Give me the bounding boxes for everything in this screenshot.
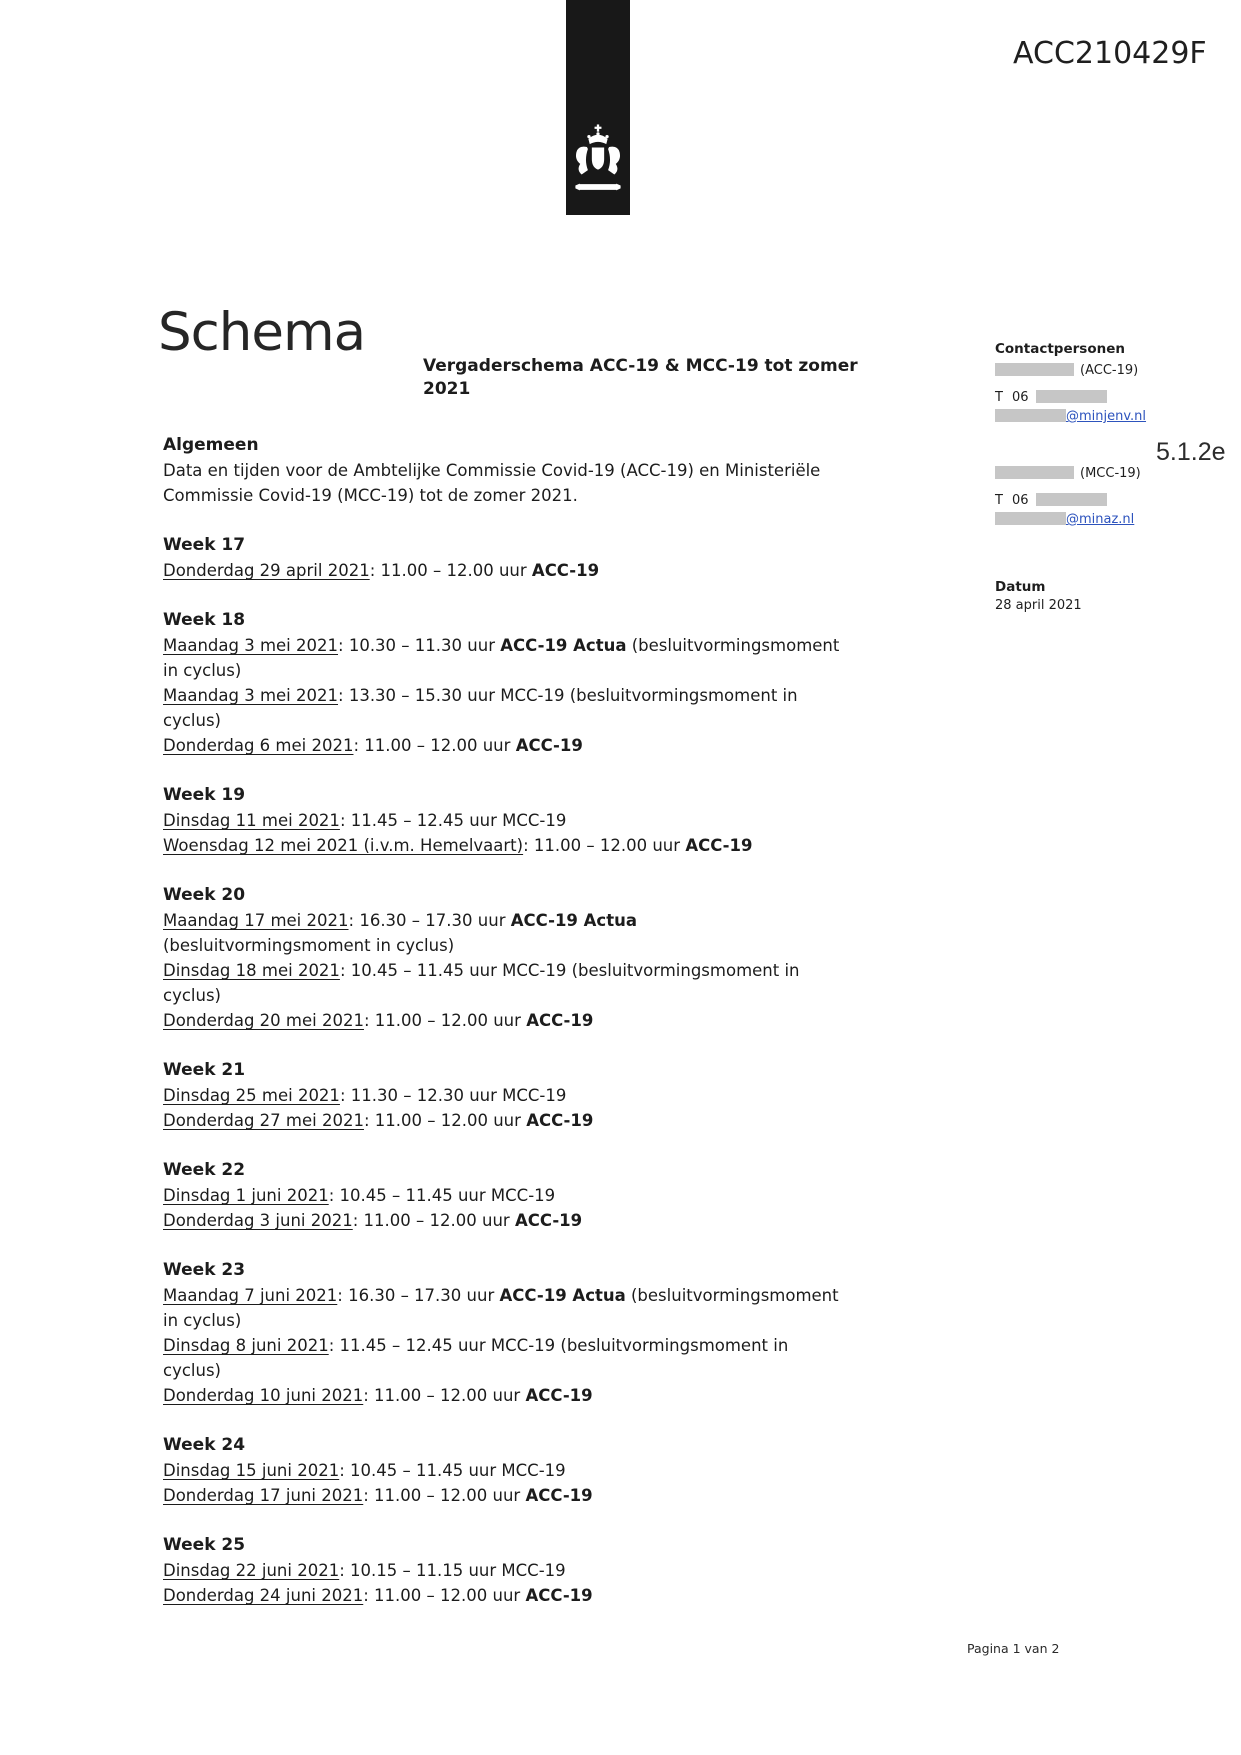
contact-acc19-email-row [995,409,1235,424]
event-date: Dinsdag 25 mei 2021 [163,1086,340,1105]
event-date: Dinsdag 1 juni 2021 [163,1186,329,1205]
week-section [163,1258,883,1408]
event-text: : 16.30 – 17.30 uur [348,911,511,930]
committee-name: ACC-19 Actua [510,911,637,930]
phone-prefix: T [995,390,1003,405]
week-heading: Week 25 [163,1535,246,1555]
event-text: : 11.00 – 12.00 uur [353,736,516,755]
event-text: : 11.00 – 12.00 uur [363,1586,526,1605]
contact-acc19-name-row [995,363,1235,378]
contactpersonen-heading: Contactpersonen [995,341,1125,357]
phone-code: 06 [1011,493,1029,508]
event-date: Donderdag 10 juni 2021 [163,1386,364,1405]
week-heading: Week 23 [163,1260,246,1280]
event-text: : 11.00 – 12.00 uur [363,1386,526,1405]
week-heading: Week 24 [163,1435,246,1455]
schedule-line [163,1283,883,1308]
event-date: Donderdag 3 juni 2021 [163,1211,353,1230]
event-text: in cyclus) [163,1311,242,1330]
event-date: Dinsdag 22 juni 2021 [163,1561,340,1580]
schedule-line [163,558,883,583]
event-text: (besluitvormingsmoment [626,636,840,655]
schedule-line [163,1183,883,1208]
page-title: Schema [158,302,366,363]
contact-mcc19-email-row [995,512,1235,527]
document-code: ACC210429F [1013,36,1207,71]
week-heading: Week 17 [163,535,246,555]
event-text: : 10.45 – 11.45 uur MCC-19 [328,1186,556,1205]
schedule-line [163,1458,883,1483]
event-text: cyclus) [163,1361,221,1380]
schedule-line [163,1308,883,1333]
event-date: Dinsdag 15 juni 2021 [163,1461,340,1480]
email-link-minjenv[interactable]: @minjenv.nl [1066,409,1147,424]
event-date: Donderdag 20 mei 2021 [163,1011,364,1030]
event-text: : 11.00 – 12.00 uur [363,1486,526,1505]
event-date: Dinsdag 8 juni 2021 [163,1336,329,1355]
contact-sidebar [995,342,1235,613]
algemeen-text-line1: Data en tijden voor de Ambtelijke Commissie Covid-19 (ACC-19) en Ministeriële [163,461,821,480]
schedule-line [163,958,883,983]
committee-name: ACC-19 [526,1011,594,1030]
week-heading: Week 20 [163,885,246,905]
event-date: Maandag 3 mei 2021 [163,686,339,705]
event-text: : 11.45 – 12.45 uur MCC-19 [339,811,567,830]
committee-name: ACC-19 [531,561,600,580]
schedule-line [163,1208,883,1233]
coat-of-arms-icon [573,123,623,199]
redacted-name [995,363,1074,376]
week-section [163,1058,883,1133]
committee-name: ACC-19 Actua [500,636,627,655]
event-text: : 13.30 – 15.30 uur MCC-19 (besluitvormingsmoment in [338,686,798,705]
event-date: Dinsdag 18 mei 2021 [163,961,340,980]
event-text: cyclus) [163,986,221,1005]
contact-acc19-phone-row [995,390,1235,405]
week-heading: Week 18 [163,610,246,630]
committee-name: ACC-19 [515,736,583,755]
schedule-line [163,633,883,658]
datum-value: 28 april 2021 [995,598,1082,613]
schedule-line [163,1008,883,1033]
event-date: Woensdag 12 mei 2021 (i.v.m. Hemelvaart) [163,836,524,855]
page-subtitle [423,355,858,401]
event-text: : 11.30 – 12.30 uur MCC-19 [339,1086,567,1105]
schedule-line [163,833,883,858]
contact-mcc19-phone-row [995,493,1235,508]
disclosure-ground-stamp: 5.1.2e [1156,438,1226,466]
week-section [163,1433,883,1508]
week-section [163,1158,883,1233]
event-text: : 11.00 – 12.00 uur [363,1111,527,1130]
redacted-email-local [995,512,1066,525]
event-text: (besluitvormingsmoment in cyclus) [163,936,455,955]
contact-org-label: (ACC-19) [1080,363,1139,378]
datum-label: Datum [995,579,1046,595]
schedule-line [163,1358,883,1383]
schedule-line [163,1583,883,1608]
schedule-line [163,1558,883,1583]
event-text: : 11.45 – 12.45 uur MCC-19 (besluitvormingsmoment in [328,1336,789,1355]
week-section [163,783,883,858]
event-text: : 11.00 – 12.00 uur [523,836,686,855]
committee-name: ACC-19 [685,836,753,855]
committee-name: ACC-19 [525,1386,593,1405]
event-text: : 11.00 – 12.00 uur [352,1211,515,1230]
redacted-name [995,466,1074,479]
schedule-line [163,983,883,1008]
event-date: Maandag 17 mei 2021 [163,911,349,930]
event-text: : 10.30 – 11.30 uur [338,636,501,655]
redacted-phone [1036,390,1107,403]
event-text: cyclus) [163,711,221,730]
event-date: Donderdag 27 mei 2021 [163,1111,364,1130]
contact-org-label: (MCC-19) [1080,466,1141,481]
weeks-container [163,533,883,1608]
event-text: in cyclus) [163,661,242,680]
week-section [163,1533,883,1608]
page-indicator: Pagina 1 van 2 [967,1641,1060,1656]
event-text: : 10.15 – 11.15 uur MCC-19 [339,1561,566,1580]
schedule-line [163,683,883,708]
event-text: : 10.45 – 11.45 uur MCC-19 [339,1461,566,1480]
email-link-minaz[interactable]: @minaz.nl [1066,512,1135,527]
redacted-phone [1036,493,1107,506]
schedule-line [163,1333,883,1358]
event-text: : 11.00 – 12.00 uur [363,1011,527,1030]
schedule-line [163,733,883,758]
schedule-line [163,658,883,683]
committee-name: ACC-19 Actua [499,1286,626,1305]
page-subtitle-line2: 2021 [423,379,471,399]
week-section [163,883,883,1033]
contact-mcc19-name-row [995,466,1235,481]
schedule-line [163,808,883,833]
event-date: Donderdag 17 juni 2021 [163,1486,364,1505]
event-date: Dinsdag 11 mei 2021 [163,811,340,830]
event-date: Maandag 7 juni 2021 [163,1286,338,1305]
event-text: (besluitvormingsmoment [625,1286,839,1305]
committee-name: ACC-19 [525,1586,593,1605]
schedule-body [163,433,883,1608]
schedule-line [163,933,883,958]
page-subtitle-line1: Vergaderschema ACC-19 & MCC-19 tot zomer [423,356,858,376]
week-heading: Week 21 [163,1060,246,1080]
algemeen-heading: Algemeen [163,435,259,455]
rijksoverheid-logo-bar [566,0,630,215]
week-section [163,608,883,758]
schedule-line [163,908,883,933]
schedule-line [163,708,883,733]
redacted-email-local [995,409,1066,422]
algemeen-text-line2: Commissie Covid-19 (MCC-19) tot de zomer 2021. [163,486,578,505]
event-text: : 11.00 – 12.00 uur [369,561,532,580]
week-heading: Week 19 [163,785,246,805]
event-date: Donderdag 24 juni 2021 [163,1586,364,1605]
schedule-line [163,1383,883,1408]
event-text: : 10.45 – 11.45 uur MCC-19 (besluitvormingsmoment in [339,961,800,980]
committee-name: ACC-19 [526,1111,594,1130]
event-text: : 16.30 – 17.30 uur [337,1286,500,1305]
schedule-line [163,1483,883,1508]
committee-name: ACC-19 [525,1486,593,1505]
week-heading: Week 22 [163,1160,246,1180]
phone-prefix: T [995,493,1003,508]
event-date: Maandag 3 mei 2021 [163,636,339,655]
event-date: Donderdag 6 mei 2021 [163,736,354,755]
schedule-line [163,1083,883,1108]
event-date: Donderdag 29 april 2021 [163,561,370,580]
schedule-line [163,1108,883,1133]
phone-code: 06 [1011,390,1029,405]
week-section [163,533,883,583]
committee-name: ACC-19 [514,1211,583,1230]
